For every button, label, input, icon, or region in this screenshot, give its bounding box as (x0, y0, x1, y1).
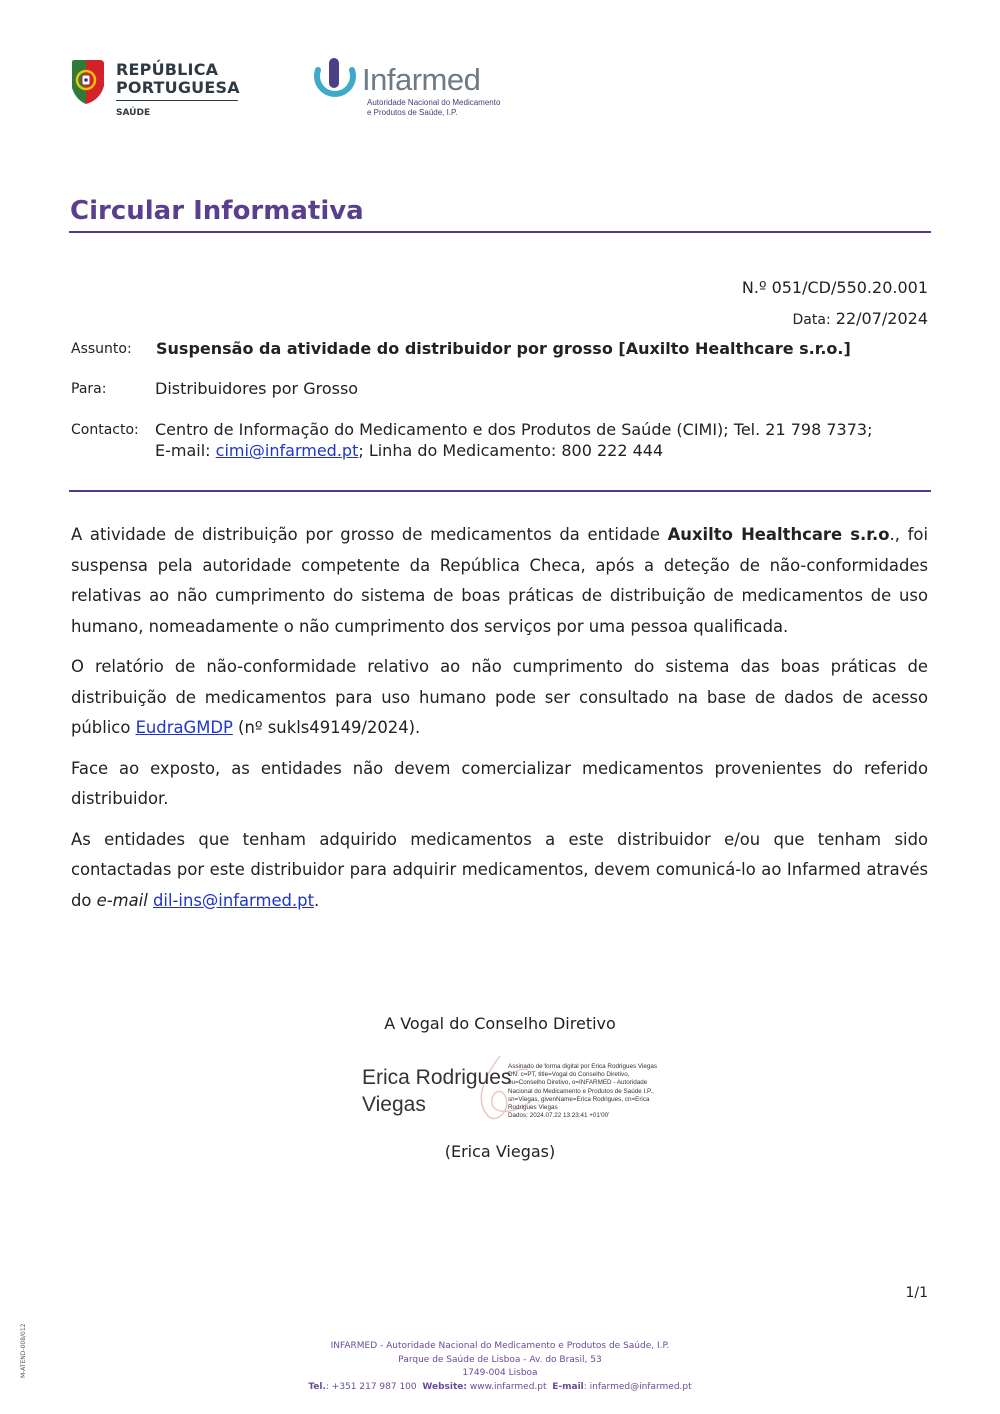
p1-entity-name: Auxilto Healthcare s.r.o (667, 525, 890, 544)
footer-line1: INFARMED - Autoridade Nacional do Medicamento e Produtos de Saúde, I.P. (330, 1341, 670, 1351)
digital-sig-line: Nacional do Medicamento e Produtos de Saúde I.P., (508, 1087, 654, 1095)
digital-sig-line: Rodrigues Viegas (508, 1104, 558, 1112)
footer-web-label: Website: (422, 1381, 467, 1392)
rp-logo-line3: SAÚDE (116, 108, 151, 118)
p2-text-b: (nº sukls49149/2024). (232, 718, 421, 737)
footer-tel-label: Tel. (308, 1381, 326, 1392)
signature-name (362, 1064, 511, 1118)
footer-web-value[interactable]: www.infarmed.pt (466, 1381, 547, 1392)
footer-email-label: E-mail (552, 1381, 584, 1392)
date-row (793, 309, 928, 328)
contact-email-link[interactable]: cimi@infarmed.pt (215, 441, 359, 460)
digital-sig-line: ou=Conselho Diretivo, o=INFARMED - Autoridade (508, 1079, 648, 1087)
digital-signature-details (508, 1063, 658, 1120)
republica-portuguesa-logo (70, 58, 240, 122)
signature-name-line1: Erica Rodrigues (362, 1066, 512, 1089)
infarmed-logo-sub2: e Produtos de Saúde, I.P. (367, 108, 458, 117)
signatory-role: A Vogal do Conselho Diretivo (384, 1014, 616, 1033)
contact-suffix: ; Linha do Medicamento: 800 222 444 (358, 441, 664, 460)
p2-text-a: O relatório de não-conformidade relativo ao não cumprimento do sistema das boas práticas de distribuição de medicamentos para uso humano pode ser consultado na base de dados de acesso público (71, 657, 928, 737)
footer-line3: 1749-004 Lisboa (462, 1368, 538, 1379)
infarmed-logo-name: Infarmed (362, 62, 481, 97)
rp-logo-line1: REPÚBLICA (116, 60, 219, 79)
digital-sig-line: Assinado de forma digital por Erica Rodrigues Viegas (508, 1063, 657, 1070)
form-code: M-ATEND-008/012 (20, 1323, 27, 1378)
infarmed-logo (312, 56, 502, 122)
infarmed-logo-sub1: Autoridade Nacional do Medicamento (367, 98, 501, 107)
contact-value (155, 419, 872, 461)
dil-ins-email-link[interactable]: dil-ins@infarmed.pt (153, 890, 315, 910)
digital-sig-line: DN: c=PT, title=Vogal do Conselho Diretivo, (508, 1071, 630, 1079)
to-value: Distribuidores por Grosso (155, 379, 359, 398)
meta-divider (69, 490, 931, 492)
subject-label: Assunto: (71, 341, 132, 357)
p4-text-end: . (314, 890, 320, 910)
title-divider (69, 231, 931, 233)
digital-sig-line: sn=Viegas, givenName=Erica Rodrigues, cn=Erica (508, 1095, 650, 1103)
circular-number: N.º 051/CD/550.20.001 (741, 278, 928, 297)
date-label: Data: (792, 312, 831, 328)
page-number: 1/1 (905, 1285, 928, 1301)
to-label: Para: (71, 381, 107, 397)
p1-text-a: A atividade de distribuição por grosso de medicamentos da entidade (71, 525, 668, 544)
infarmed-mark-icon (312, 56, 358, 106)
contact-email-prefix: E-mail: (155, 441, 216, 460)
footer (0, 1340, 1000, 1394)
footer-email-value[interactable]: : infarmed@infarmed.pt (583, 1381, 692, 1392)
date-value: 22/07/2024 (835, 309, 928, 328)
signature-name-line2: Viegas (362, 1093, 426, 1116)
footer-line2: Parque de Saúde de Lisboa - Av. do Brasil, 53 (398, 1354, 602, 1365)
document-title: Circular Informativa (70, 196, 364, 226)
p1-text-b: ., foi suspensa pela autoridade competente da República Checa, após a deteção de não-conformidades relativas ao não cumprimento do sistema de boas práticas de distribuição de medicamentos de uso humano, nomeadamente o não cumprimento dos serviços por uma pessoa qualificada. (71, 525, 929, 636)
paragraph-1 (71, 520, 928, 642)
contact-label: Contacto: (71, 422, 139, 438)
paragraph-2 (71, 652, 928, 744)
rp-logo-divider (116, 100, 238, 101)
signatory-printed-name: (Erica Viegas) (444, 1142, 556, 1161)
portugal-emblem-icon (70, 58, 106, 106)
body-text (71, 520, 928, 926)
contact-line1: Centro de Informação do Medicamento e dos Produtos de Saúde (CIMI); Tel. 21 798 7373; (155, 420, 873, 439)
footer-contacts (0, 1381, 1000, 1395)
p4-email-word: e-mail (96, 890, 148, 910)
eudragmdp-link[interactable]: EudraGMDP (135, 718, 233, 737)
paragraph-3: Face ao exposto, as entidades não devem comercializar medicamentos provenientes do referido distribuidor. (71, 758, 928, 808)
digital-sig-line: Dados: 2024.07.22 13:23:41 +01'00' (508, 1112, 610, 1120)
footer-tel-value: : +351 217 987 100 (325, 1381, 417, 1392)
subject-value: Suspensão da atividade do distribuidor por grosso [Auxilto Healthcare s.r.o.] (156, 339, 851, 358)
paragraph-4 (71, 825, 928, 917)
rp-logo-line2: PORTUGUESA (116, 78, 240, 97)
p4-text-a: As entidades que tenham adquirido medicamentos a este distribuidor e/ou que tenham sido contactadas por este distribuidor para adquirir medicamentos, devem comunicá-lo ao Infarmed através do (71, 829, 928, 910)
contact-line2 (155, 440, 872, 461)
